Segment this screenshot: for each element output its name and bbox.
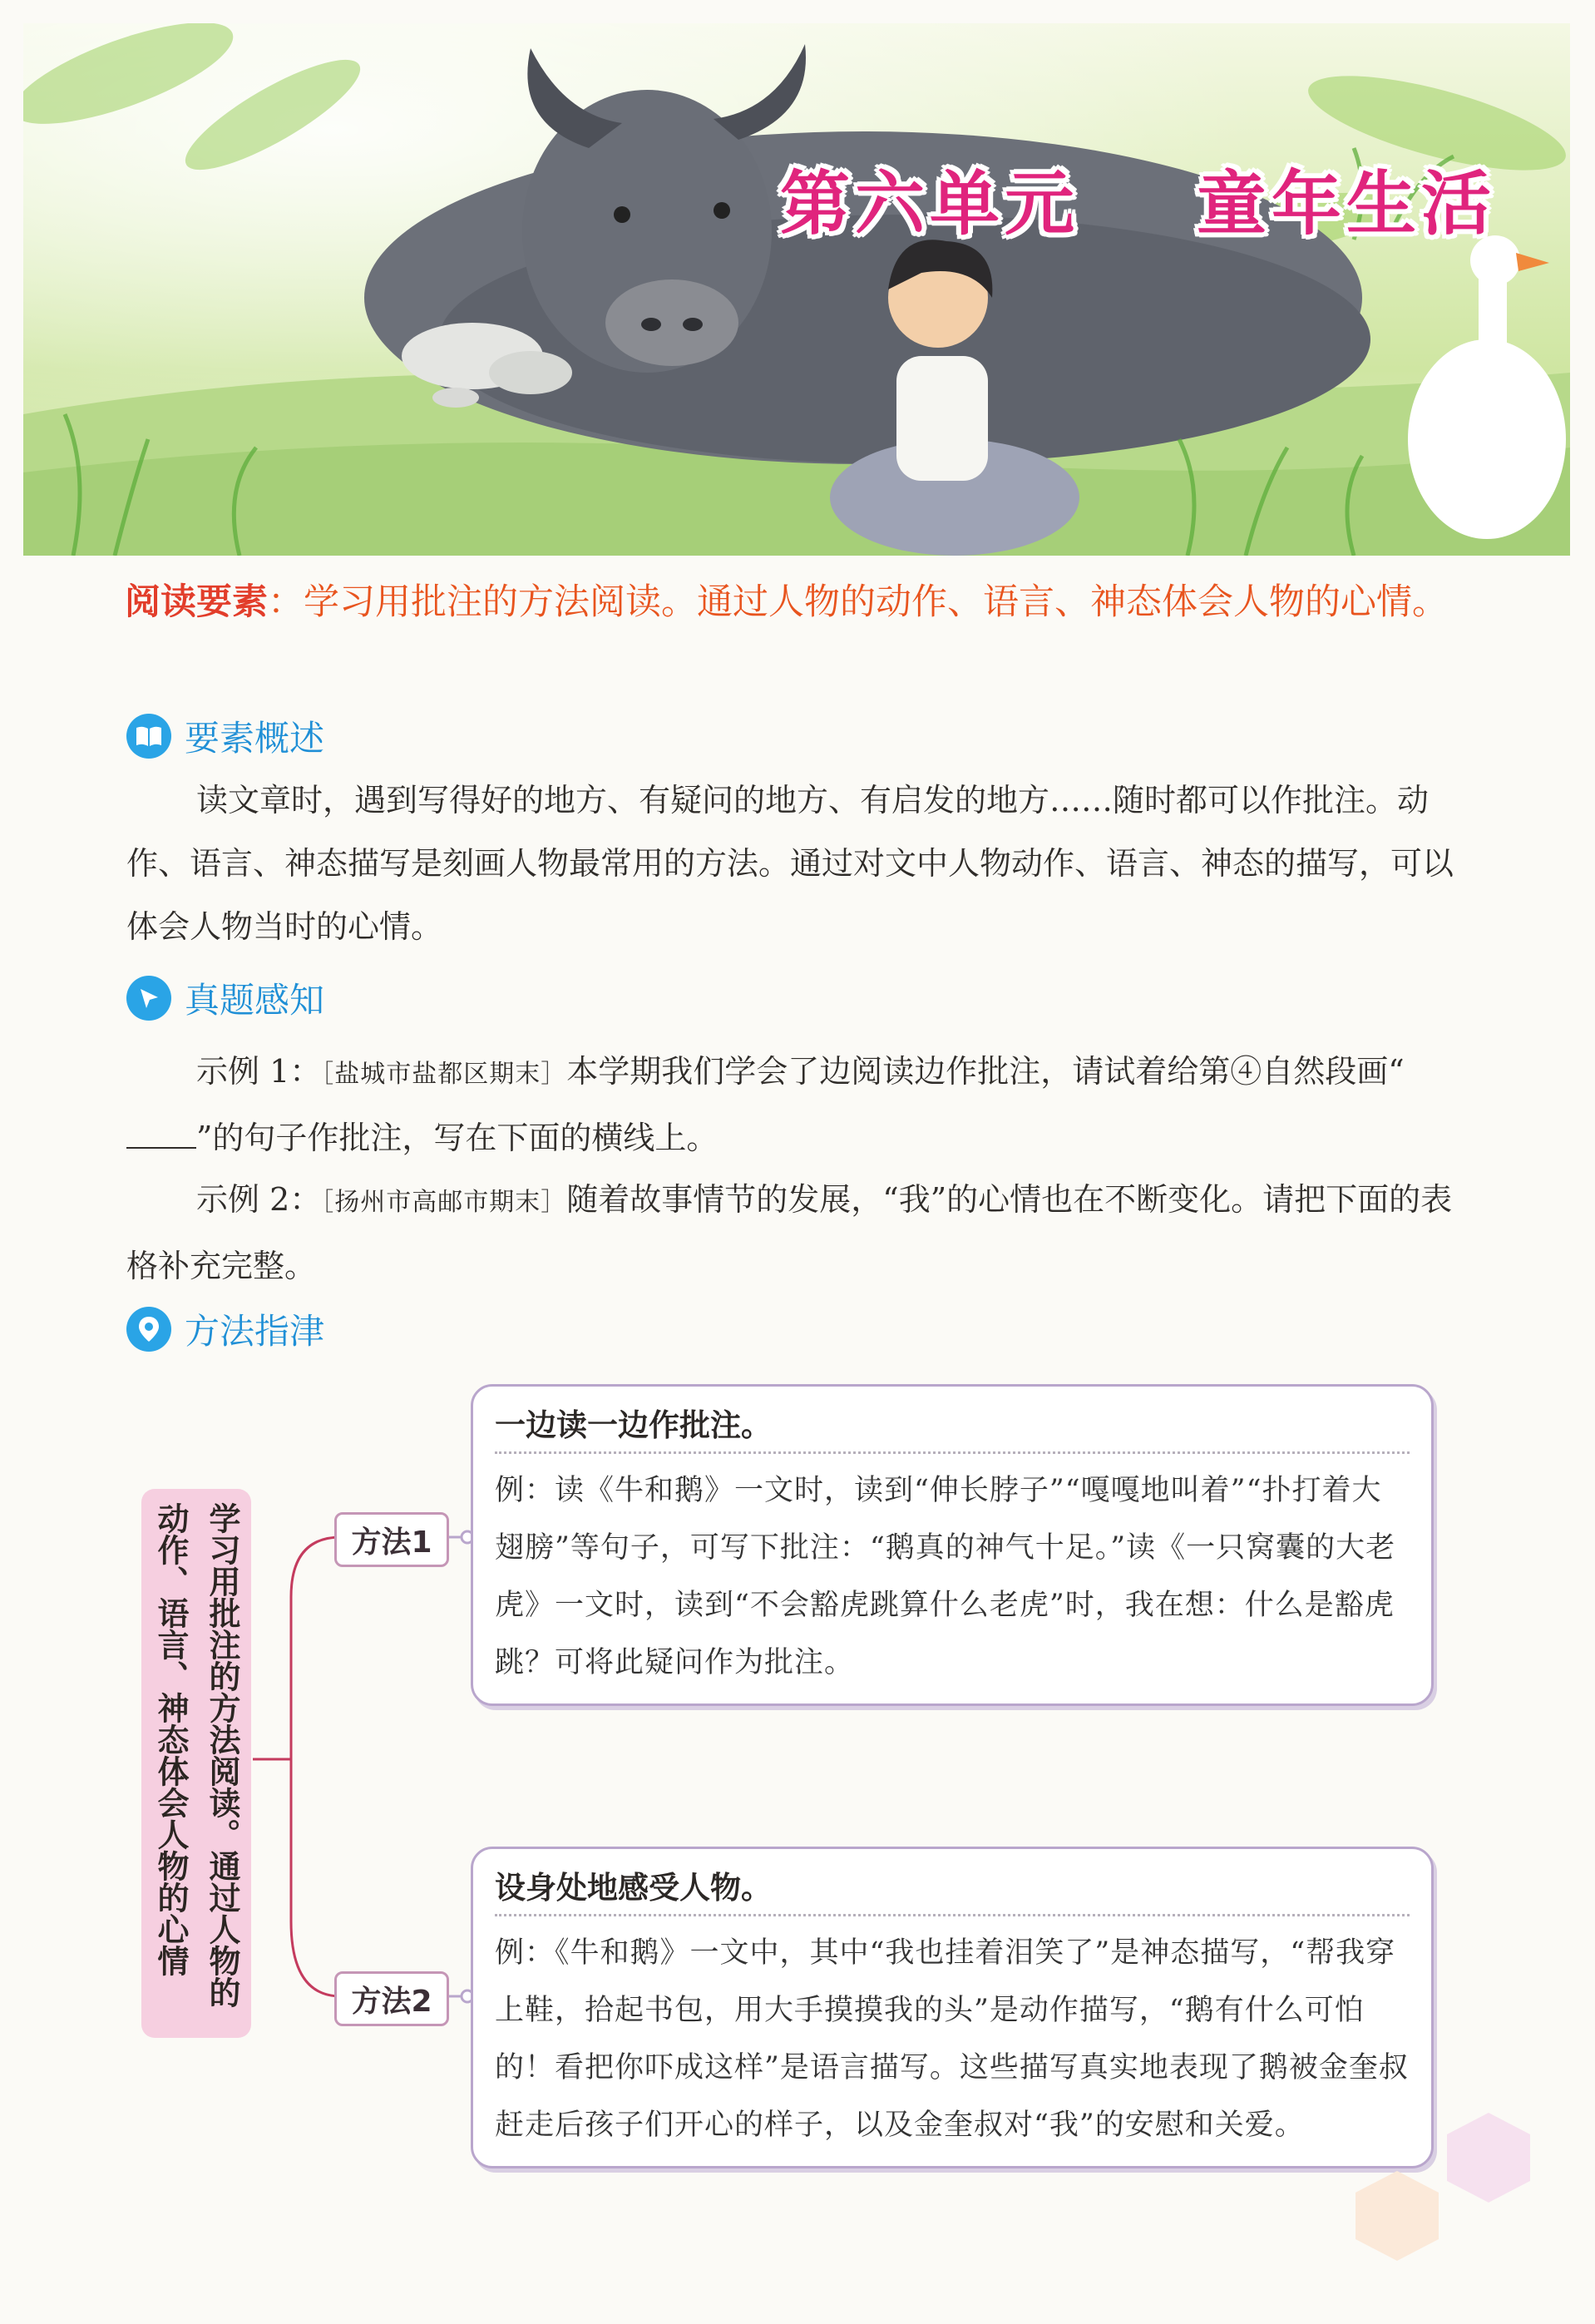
reading-element: [125, 567, 1489, 637]
overview-text: 读文章时，遇到写得好的地方、有疑问的地方、有启发的地方……随时都可以作批注。动作、语言、神态描写是刻画人物最常用的方法。通过对文中人物动作、语言、神态的描写，可以体会人物当时的心情。: [126, 782, 1454, 945]
example-1-text-a: 本学期我们学会了边阅读边作批注，请试着给第④自然段画“: [566, 1053, 1405, 1090]
method-1-label: 方法1: [334, 1512, 449, 1567]
overview-paragraph: [126, 769, 1457, 958]
overview-heading: 要素概述: [185, 718, 325, 759]
example-1: [126, 1040, 1457, 1169]
mind-map-topic: [141, 1489, 251, 2038]
topic-line-1: 学习用批注的方法阅读。通过人物的: [204, 1502, 240, 2008]
method-1-body: 例：读《牛和鹅》一文时，读到“伸长脖子”“嘎嘎地叫着”“扑打着大翅膀”等句子，可写下批注：“鹅真的神气十足。”读《一只窝囊的大老虎》一文时，读到“不会豁虎跳算什么老虎”时，我在想：什么是豁虎跳？可将此疑问作为批注。: [495, 1474, 1396, 1679]
method-2-body: 例：《牛和鹅》一文中，其中“我也挂着泪笑了”是神态描写，“帮我穿上鞋，拾起书包，用大手摸摸我的头”是动作描写，“鹅有什么可怕的！看把你吓成这样”是语言描写。这些描写真实地表现了鹅被金奎叔赶走后孩子们开心的样子，以及金奎叔对“我”的安慰和关爱。: [495, 1936, 1409, 2142]
book-icon: [126, 714, 171, 759]
cursor-pointer-icon: [126, 976, 171, 1021]
method-1-title: 一边读一边作批注。: [495, 1400, 1410, 1454]
section-heading-real-questions: [126, 975, 324, 1021]
decorative-hexagons: [1331, 2104, 1555, 2271]
example-1-prefix: 示例 1：: [196, 1053, 322, 1090]
example-2-text: 随着故事情节的发展，“我”的心情也在不断变化。请把下面的表格补充完整。: [126, 1181, 1453, 1284]
location-pin-icon: [126, 1307, 171, 1352]
reading-element-text: ：学习用批注的方法阅读。通过人物的动作、语言、神态体会人物的心情。: [268, 581, 1448, 623]
example-2-source: ［扬州市高邮市期末］: [321, 1188, 567, 1217]
underline-blank: [126, 1122, 196, 1149]
real-questions-heading: 真题感知: [185, 980, 325, 1021]
method-2-card: [471, 1847, 1434, 2168]
section-heading-method-guide: [126, 1306, 324, 1352]
unit-title: 第六单元 童年生活: [780, 163, 1496, 245]
method-guide-heading: 方法指津: [185, 1311, 325, 1352]
method-2-label: 方法2: [334, 1971, 449, 2026]
example-1-source: ［盐城市盐都区期末］: [321, 1060, 567, 1089]
header-illustration: [23, 23, 1570, 556]
topic-line-2: 动作、语言、神态体会人物的心情: [152, 1502, 189, 1976]
example-2: [126, 1168, 1457, 1298]
example-2-prefix: 示例 2：: [196, 1181, 322, 1218]
reading-element-label: 阅读要素: [125, 581, 268, 623]
buffalo-boy-goose-illustration: [23, 23, 1570, 556]
section-heading-overview: [126, 713, 324, 759]
method-2-title: 设身处地感受人物。: [495, 1862, 1410, 1916]
example-1-text-b: ”的句子作批注，写在下面的横线上。: [196, 1120, 718, 1156]
method-1-card: [471, 1384, 1434, 1706]
